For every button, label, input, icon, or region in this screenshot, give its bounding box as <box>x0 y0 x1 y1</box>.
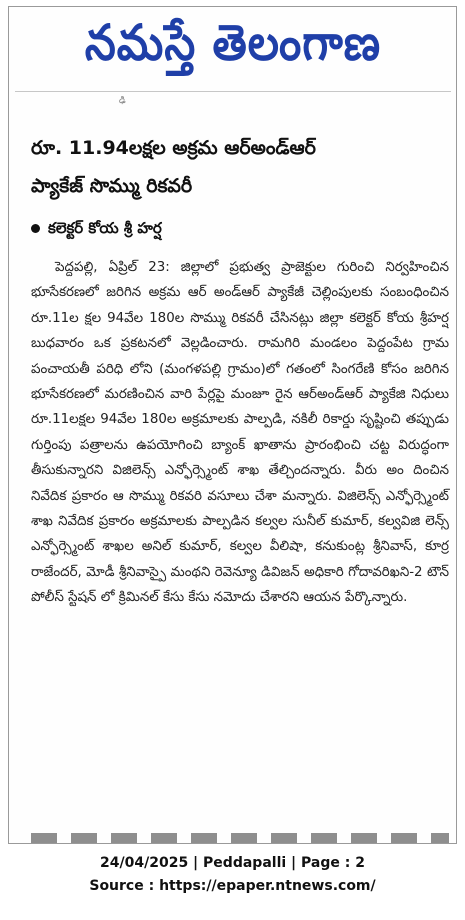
bullet-icon <box>31 224 40 233</box>
newspaper-clipping <box>8 6 457 844</box>
cut-off-text-line <box>31 833 449 843</box>
masthead-fragment: ఢి <box>119 96 126 106</box>
masthead-title: నమస్తే తెలంగాణ <box>84 14 382 72</box>
article-paragraph: పెద్దపల్లి, ఏప్రిల్ 23: జిల్లాలో ప్రభుత్వ ప్రాజెక్టుల గురించి నిర్వహించిన భూసేకరణలో జరిగిన అక్రమ ఆర్ అండ్ఆర్ ప్యాకేజీ చెల్లింపులకు సంబంధించిన రూ.11ల క్షల 94వేల 180ల సొమ్ము రికవరీ చేసినట్లు జిల్లా కలెక్టర్ కోయ శ్రీహర్ష బుధవారం ఒక ప్రకటనలో వెల్లడించారు. రామగిరి మండలం పెద్దంపేట గ్రామ పంచాయతీ పరిధి లోని (మంగళపల్లి గ్రామం)లో గతంలో సింగరేణి కోసం జరిగిన భూసేకరణలో మరణించిన వారి పేర్లపై మంజూ రైన ఆర్అండ్ఆర్ ప్యాకేజి నిధులు రూ.11లక్షల 94వేల 180ల అక్రమాలకు పాల్పడి, నకిలీ రికార్డు సృష్టించి తప్పుడు గుర్తింపు పత్రాలను ఉపయోగించి బ్యాంక్ ఖాతాను ప్రారంభించి చట్ట విరుద్ధంగా తీసుకున్నారని విజిలెన్స్ ఎన్ఫోర్స్మెంట్ శాఖ తేల్చిందన్నారు. వీరు అం దించిన నివేదిక ప్రకారం ఆ సొమ్ము రికవరి వసూలు చేశా మన్నారు. విజిలెన్స్ ఎన్ఫోర్స్మెంట్ శాఖ నివేదిక ప్రకారం అక్రమాలకు పాల్పడిన కల్వల సునీల్ కుమార్, కల్వవిజి లెన్స్ ఎన్ఫోర్స్మెంట్ శాఖల అనిల్ కుమార్, కల్వల వీలిషా, కనుకుంట్ల శ్రీనివాస్, కూర్ర రాజేందర్, మోడీ శ్రీనివాస్పై మంథని రెవెన్యూ డివిజన్ అధికారి గోదావరిఖని-2 టౌన్ పోలీస్ స్టేషన్ లో క్రిమినల్ కేసు కేసు నమోదు చేశారని ఆయన పేర్కొన్నారు. <box>31 260 449 606</box>
byline-text: కలెక్టర్ కోయ శ్రీ హర్ష <box>48 219 162 237</box>
article-body <box>31 255 449 611</box>
headline-line-1: రూ. 11.94లక్షల అక్రమ ఆర్అండ్ఆర్ <box>31 137 316 159</box>
byline <box>31 217 162 239</box>
headline-line-2: ప్యాకేజ్ సొమ్ము రికవరీ <box>31 175 193 197</box>
footer-source: Source : https://epaper.ntnews.com/ <box>89 878 376 894</box>
masthead-divider <box>15 91 451 92</box>
masthead <box>15 11 451 81</box>
footer-date-edition: 24/04/2025 | Peddapalli | Page : 2 <box>100 855 365 871</box>
